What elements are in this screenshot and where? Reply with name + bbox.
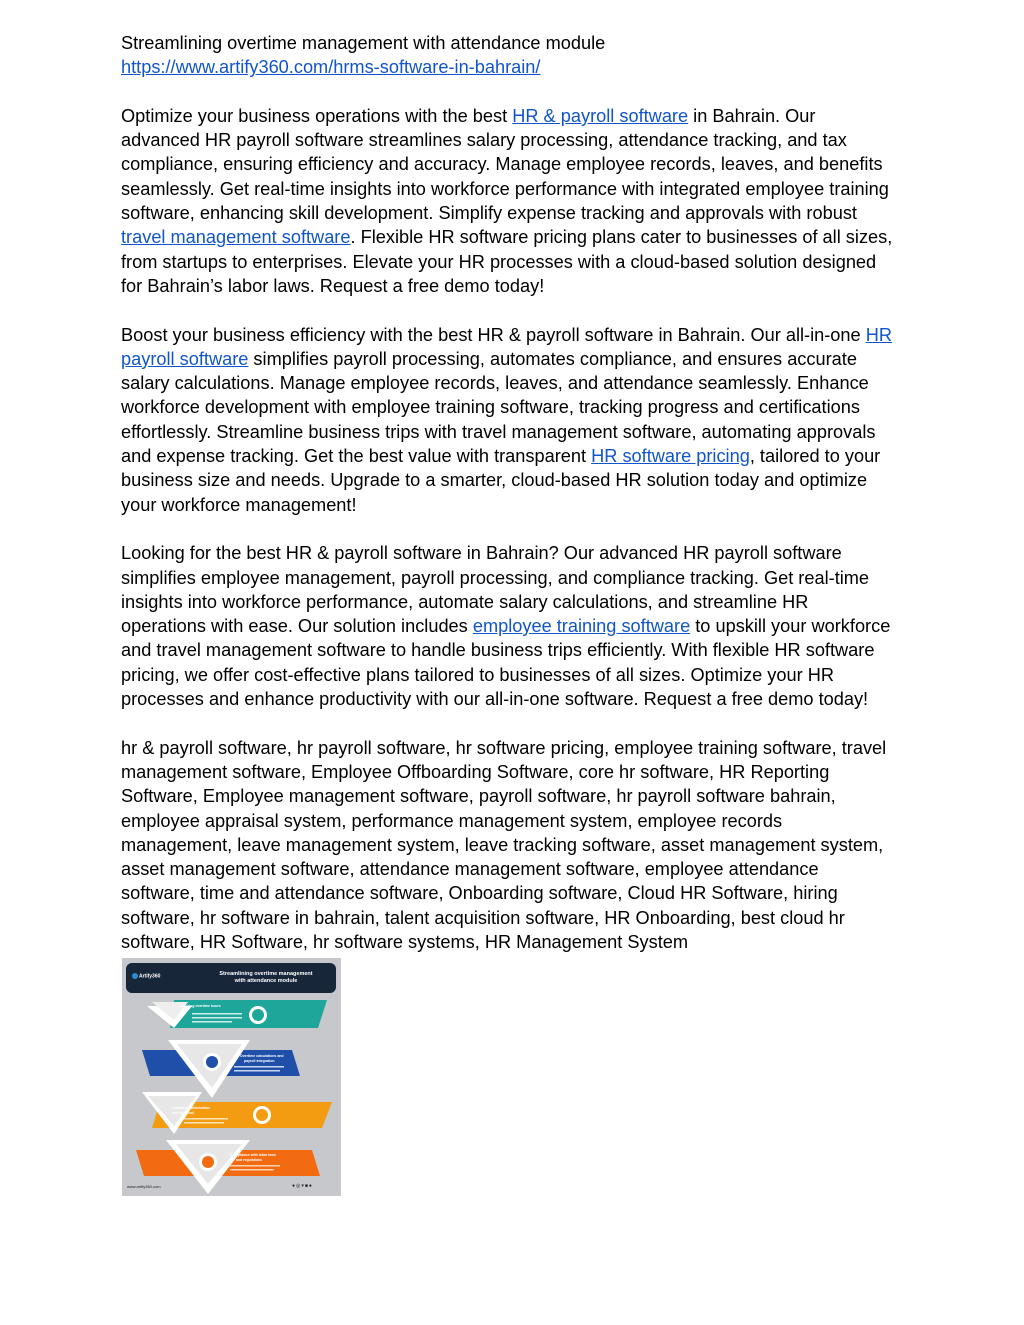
text-line: employee appraisal system, performance management system, employee records	[121, 810, 783, 831]
infographic-title: Streamlining overtime management with attendance module	[219, 971, 313, 984]
infographic-footer-url: www.artify360.com	[127, 1184, 161, 1189]
hr-payroll-software-link-2b[interactable]: payroll software	[121, 348, 249, 369]
text-line: business size and needs. Upgrade to a smarter, cloud-based HR solution today and optimize	[121, 470, 868, 491]
text: to upskill your workforce	[690, 616, 891, 637]
text: , tailored to your	[749, 446, 881, 467]
svg-text:and regulations: and regulations	[236, 1158, 263, 1162]
text-line: management, leave management system, leave tracking software, asset management system,	[121, 834, 884, 855]
source-url-link[interactable]: https://www.artify360.com/hrms-software-in-bahrain/	[121, 57, 541, 78]
text: and expense tracking. Get the best value with transparent	[121, 446, 592, 467]
text-line: workforce development with employee training software, tracking progress and certifications	[121, 397, 860, 418]
text-line: management software, Employee Offboarding Software, core hr software, HR Reporting	[121, 761, 830, 782]
text-line: software, enhancing skill development. Simplify expense tracking and approvals with robust	[121, 203, 857, 224]
travel-management-software-link[interactable]: travel management software	[121, 227, 351, 248]
text: Boost your business efficiency with the best HR & payroll software in Bahrain. Our all-in-one	[121, 324, 866, 345]
svg-text:Compliance with labor laws: Compliance with labor laws	[230, 1153, 276, 1157]
text-line: hr & payroll software, hr payroll software, hr software pricing, employee training software, travel	[121, 737, 887, 758]
document-body	[121, 31, 911, 954]
step-1-banner	[147, 1000, 327, 1028]
svg-text:and approval: and approval	[172, 1111, 194, 1115]
social-icons: ●◎▾■●	[292, 1183, 313, 1189]
infographic-image	[122, 958, 341, 1196]
text: simplifies payroll processing, automates compliance, and ensures accurate	[248, 348, 857, 369]
text: operations with ease. Our solution includes	[121, 616, 473, 637]
text-line: for Bahrain’s labor laws. Request a free demo today!	[121, 275, 545, 296]
paragraph-1	[121, 104, 911, 298]
text-line: compliance, ensuring efficiency and accuracy. Manage employee records, leaves, and benefits	[121, 154, 883, 175]
svg-text:Overtime calculations and: Overtime calculations and	[240, 1054, 284, 1058]
text-line: asset management software, attendance management software, employee attendance	[121, 859, 819, 880]
paragraph-3	[121, 541, 911, 711]
text-line: advanced HR payroll software streamlines salary processing, attendance tracking, and tax	[121, 130, 847, 151]
hr-payroll-software-link[interactable]: HR & payroll software	[512, 105, 689, 126]
document-title: Streamlining overtime management with attendance module	[121, 33, 606, 53]
text-line: your workforce management!	[121, 494, 357, 515]
step-3-banner	[142, 1092, 332, 1134]
svg-text:payroll integration: payroll integration	[244, 1059, 275, 1063]
infographic-steps	[122, 958, 341, 1196]
text-line: salary calculations. Manage employee records, leaves, and attendance seamlessly. Enhance	[121, 373, 869, 394]
text-line: insights into workforce performance, automate salary calculations, and streamline HR	[121, 591, 809, 612]
svg-text:Overtime authorization: Overtime authorization	[172, 1106, 211, 1110]
text: in Bahrain. Our	[688, 105, 816, 126]
text-line: effortlessly. Streamline business trips with travel management software, automating approvals	[121, 421, 876, 442]
text: . Flexible HR software pricing plans cater to businesses of all sizes,	[350, 227, 893, 248]
hr-payroll-software-link-2a[interactable]: HR	[865, 324, 892, 345]
step-1-title: Tracking overtime hours	[180, 1004, 221, 1008]
text-line: seamlessly. Get real-time insights into workforce performance with integrated employee training	[121, 178, 889, 199]
text-line: Software, Employee management software, payroll software, hr payroll software bahrain,	[121, 786, 836, 807]
text-line: software, hr software in bahrain, talent acquisition software, HR Onboarding, best cloud hr	[121, 907, 845, 928]
text-line: simplifies employee management, payroll processing, and compliance tracking. Get real-time	[121, 567, 870, 588]
step-2-banner	[142, 1040, 300, 1098]
text-line: pricing, we offer cost-effective plans tailored to businesses of all sizes. Optimize your HR	[121, 664, 834, 685]
employee-training-software-link[interactable]: employee training software	[472, 616, 691, 637]
hr-software-pricing-link[interactable]: HR software pricing	[591, 446, 750, 467]
text-line: Looking for the best HR & payroll software in Bahrain? Our advanced HR payroll software	[121, 543, 842, 564]
keywords-paragraph	[121, 736, 911, 955]
text-line: processes and enhance productivity with our all-in-one software. Request a free demo today!	[121, 689, 869, 710]
text-line: from startups to enterprises. Elevate your HR processes with a cloud-based solution designed	[121, 251, 877, 272]
text: Optimize your business operations with the best	[121, 105, 513, 126]
text-line: software, time and attendance software, Onboarding software, Cloud HR Software, hiring	[121, 883, 838, 904]
paragraph-2	[121, 323, 911, 517]
text-line: software, HR Software, hr software systems, HR Management System	[121, 931, 689, 952]
text-line: and travel management software to handle business trips efficiently. With flexible HR software	[121, 640, 875, 661]
logo: Artify360	[132, 973, 160, 979]
